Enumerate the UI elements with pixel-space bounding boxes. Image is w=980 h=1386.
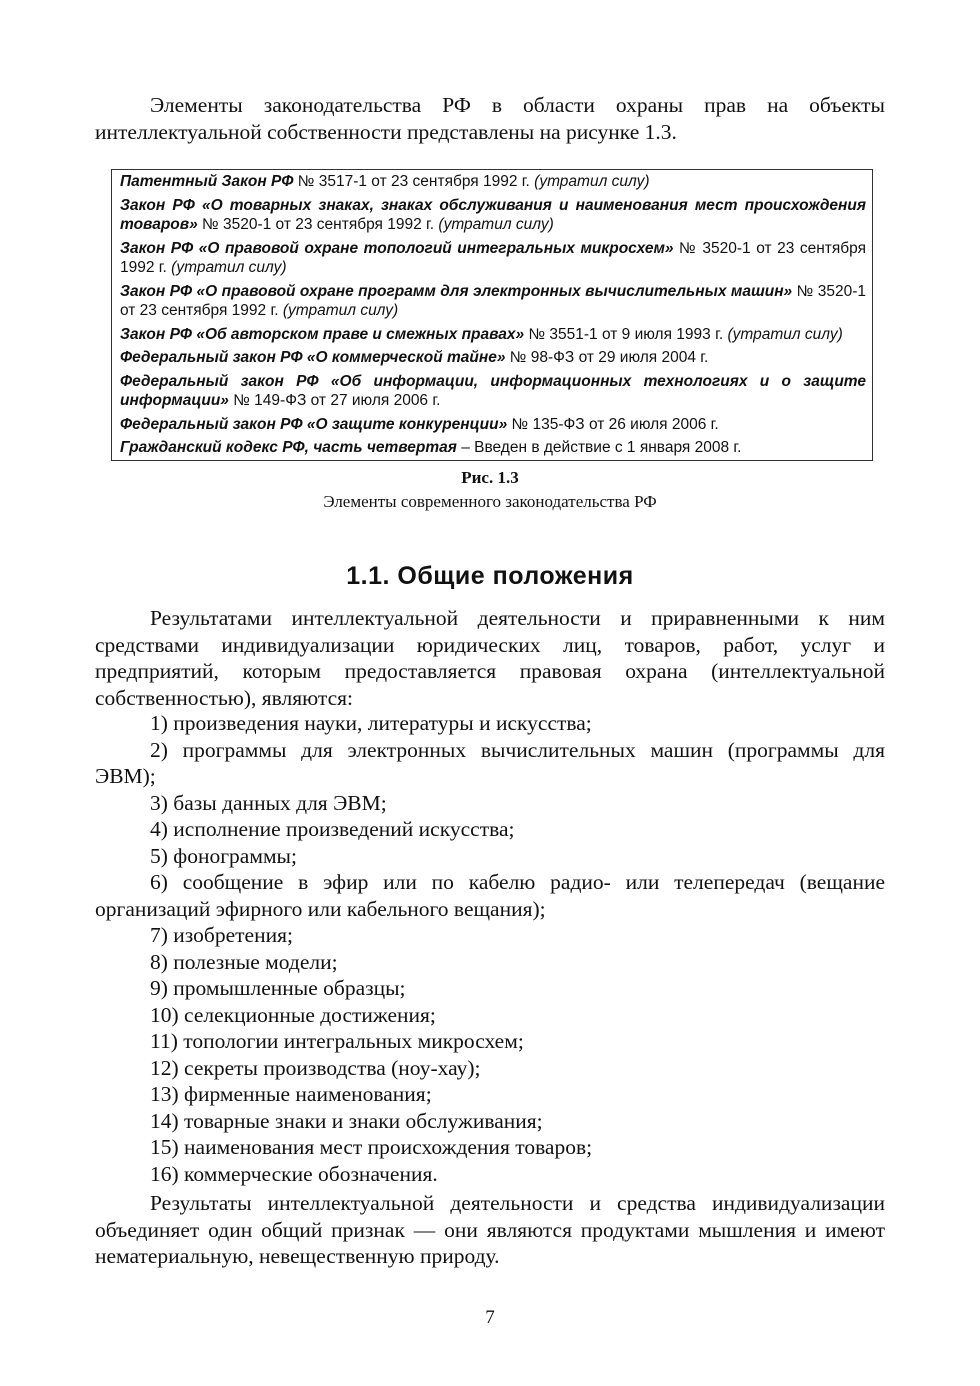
section-heading: 1.1. Общие положения bbox=[346, 562, 634, 590]
law-details: № 3520-1 от 23 сентября 1992 г. bbox=[120, 239, 866, 276]
law-title: Закон РФ «О правовой охране топологий интегральных микросхем» bbox=[120, 239, 674, 257]
figure-caption-number: Рис. 1.3 bbox=[461, 468, 519, 487]
page-number: 7 bbox=[485, 1307, 495, 1328]
law-status: (утратил силу) bbox=[282, 302, 399, 319]
list-item: 5) фонограммы; bbox=[150, 843, 297, 868]
figure-caption-text: Элементы современного законодательства РФ bbox=[323, 492, 657, 511]
law-item bbox=[120, 239, 866, 278]
law-title: Патентный Закон РФ bbox=[120, 173, 294, 190]
list-item: 4) исполнение произведений искусства; bbox=[150, 817, 515, 841]
law-details: № 135-ФЗ от 26 июля 2006 г. bbox=[507, 415, 719, 433]
law-title: Федеральный закон РФ «О коммерческой тайне» bbox=[120, 349, 506, 366]
list-item: 14) товарные знаки и знаки обслуживания; bbox=[150, 1108, 543, 1133]
list-item: 11) топологии интегральных микросхем; bbox=[150, 1029, 524, 1053]
law-item bbox=[120, 172, 866, 192]
law-details: № 3551-1 от 9 июля 1993 г. bbox=[524, 325, 728, 343]
list-item: 10) селекционные достижения; bbox=[150, 1002, 436, 1027]
law-status: (утратил силу) bbox=[727, 325, 843, 343]
law-title: Закон РФ «Об авторском праве и смежных правах» bbox=[120, 325, 525, 343]
law-title: Закон РФ «О правовой охране программ для электронных вычислительных машин» bbox=[120, 282, 793, 300]
list-item: 8) полезные модели; bbox=[150, 949, 338, 974]
law-item bbox=[120, 438, 866, 458]
law-details: № 98-ФЗ от 29 июля 2004 г. bbox=[505, 349, 709, 366]
law-title: Закон РФ «О товарных знаках, знаках обслуживания и наименования мест происхождения товаров» bbox=[120, 196, 866, 233]
ip-objects-list bbox=[95, 710, 885, 1187]
law-status: (утратил силу) bbox=[171, 259, 287, 276]
closing-paragraph: Результаты интеллектуальной деятельности и средства индивидуализации объединяет один общий признак — они являются продуктами мышления и имеют нематериальную, невещественную природу. bbox=[95, 1191, 885, 1268]
law-title: Гражданский кодекс РФ, часть четвертая bbox=[120, 439, 457, 456]
list-item: 1) произведения науки, литературы и искусства; bbox=[150, 711, 592, 735]
law-title: Федеральный закон РФ «О защите конкуренции» bbox=[120, 415, 508, 433]
law-details: № 3517-1 от 23 сентября 1992 г. bbox=[293, 173, 535, 190]
list-item: 9) промышленные образцы; bbox=[150, 976, 406, 1000]
list-item: 2) программы для электронных вычислительных машин (программы для ЭВМ); bbox=[95, 737, 885, 788]
list-item: 16) коммерческие обозначения. bbox=[150, 1161, 438, 1186]
law-status: (утратил силу) bbox=[438, 216, 554, 233]
law-details: – Введен в действие с 1 января 2008 г. bbox=[456, 439, 742, 456]
law-item bbox=[120, 415, 866, 435]
list-item: 15) наименования мест происхождения товаров; bbox=[150, 1135, 593, 1159]
law-title: Федеральный закон РФ «Об информации, информационных технологиях и о защите информации» bbox=[120, 372, 866, 409]
body-paragraph: Результатами интеллектуальной деятельности и приравненными к ним средствами индивидуализации юридических лиц, товаров, работ, услуг и предприятий, которым предоставляется правовая охрана (интеллектуальной собственностью), являются: bbox=[95, 606, 885, 710]
law-details: № 3520-1 от 23 сентября 1992 г. bbox=[197, 216, 439, 233]
law-item bbox=[120, 325, 866, 345]
list-item: 12) секреты производства (ноу-хау); bbox=[150, 1055, 481, 1080]
intro-paragraph: Элементы законодательства РФ в области охраны прав на объекты интеллектуальной собственности представлены на рисунке 1.3. bbox=[95, 93, 885, 144]
figure-laws-box bbox=[111, 169, 873, 461]
law-status: (утратил силу) bbox=[534, 173, 650, 190]
law-item bbox=[120, 282, 866, 321]
law-item bbox=[120, 372, 866, 411]
list-item: 3) базы данных для ЭВМ; bbox=[150, 790, 387, 815]
law-item bbox=[120, 348, 866, 368]
list-item: 13) фирменные наименования; bbox=[150, 1082, 432, 1106]
list-item: 6) сообщение в эфир или по кабелю радио- или телепередач (вещание организаций эфирного или кабельного вещания); bbox=[95, 870, 885, 921]
list-item: 7) изобретения; bbox=[150, 923, 293, 947]
law-details: № 149-ФЗ от 27 июля 2006 г. bbox=[228, 392, 441, 409]
law-item bbox=[120, 196, 866, 235]
law-details: № 3520-1 от 23 сентября 1992 г. bbox=[120, 282, 866, 319]
